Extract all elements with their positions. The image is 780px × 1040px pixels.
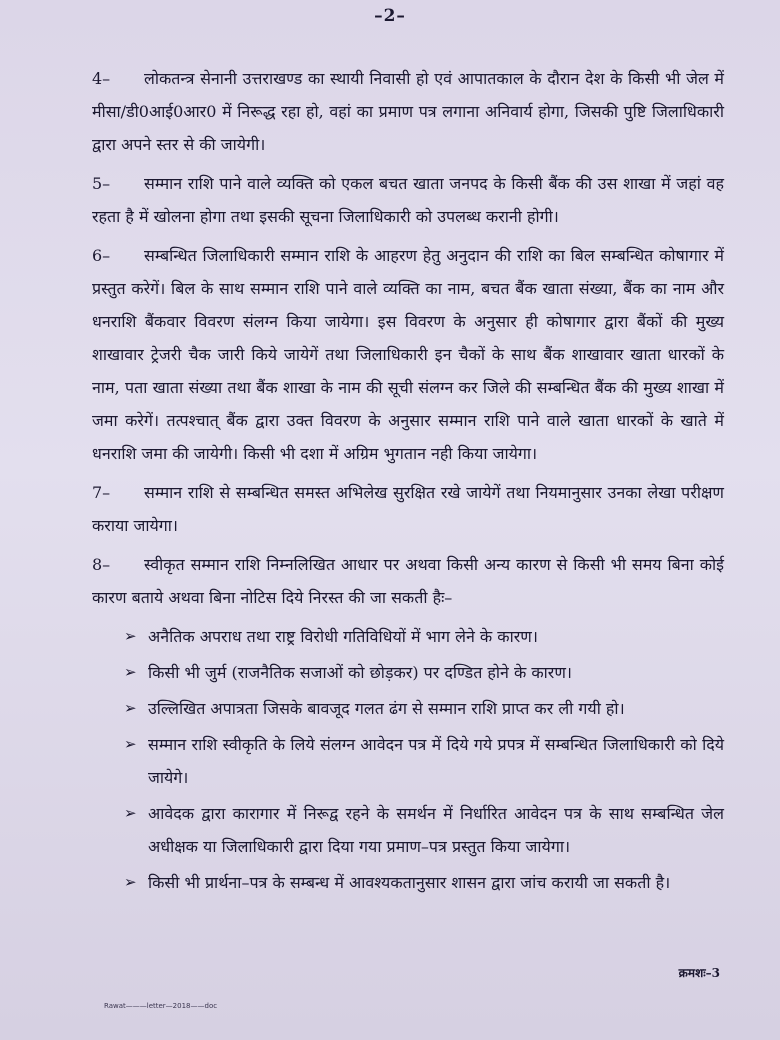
paragraph-5 <box>92 167 724 233</box>
paragraph-number: 7– <box>92 483 111 502</box>
bullet-item <box>124 728 724 794</box>
bullet-item <box>124 797 724 863</box>
document-body <box>92 62 724 902</box>
bullet-text: किसी भी जुर्म (राजनैतिक सजाओं को छोड़कर) पर दण्डित होने के कारण। <box>148 663 572 682</box>
footer-file-reference: Rawat———letter—2018——doc <box>104 1002 218 1010</box>
page-number: –2– <box>374 6 406 26</box>
bullet-list <box>92 620 724 899</box>
arrow-bullet-icon: ➢ <box>124 663 137 681</box>
paragraph-8 <box>92 548 724 614</box>
paragraph-number: 6– <box>92 246 111 265</box>
paragraph-number: 5– <box>92 174 111 193</box>
paragraph-list <box>92 62 724 614</box>
paragraph-text: सम्मान राशि पाने वाले व्यक्ति को एकल बचत खाता जनपद के किसी बैंक की उस शाखा में जहां वह रहता है में खोलना होगा तथा इसकी सूचना जिलाधिकारी को उपलब्ध करानी होगी। <box>92 174 724 226</box>
paragraph-7 <box>92 476 724 542</box>
bullet-item <box>124 692 724 725</box>
arrow-bullet-icon: ➢ <box>124 804 137 822</box>
paragraph-6 <box>92 239 724 470</box>
bullet-item <box>124 620 724 653</box>
paragraph-4 <box>92 62 724 161</box>
paragraph-number: 4– <box>92 69 111 88</box>
paragraph-text: लोकतन्त्र सेनानी उत्तराखण्ड का स्थायी निवासी हो एवं आपातकाल के दौरान देश के किसी भी जेल में मीसा/डी0आई0आर0 में निरूद्ध रहा हो, वहां का प्रमाण पत्र लगाना अनिवार्य होगा, जिसकी पुष्टि जिलाधिकारी द्वारा अपने स्तर से की जायेगी। <box>92 69 724 154</box>
continuation-note: क्रमशः–3 <box>678 966 720 980</box>
arrow-bullet-icon: ➢ <box>124 699 137 717</box>
bullet-text: आवेदक द्वारा कारागार में निरूद्व रहने के समर्थन में निर्धारित आवेदन पत्र के साथ सम्बन्धित जेल अधीक्षक या जिलाधिकारी द्वारा दिया गया प्रमाण–पत्र प्रस्तुत किया जायेगा। <box>148 804 724 856</box>
arrow-bullet-icon: ➢ <box>124 627 137 645</box>
arrow-bullet-icon: ➢ <box>124 873 137 891</box>
paragraph-text: स्वीकृत सम्मान राशि निम्नलिखित आधार पर अथवा किसी अन्य कारण से किसी भी समय बिना कोई कारण बताये अथवा बिना नोटिस दिये निरस्त की जा सकती हैः– <box>92 555 724 607</box>
paragraph-text: सम्मान राशि से सम्बन्धित समस्त अभिलेख सुरक्षित रखे जायेगें तथा नियमानुसार उनका लेखा परीक्षण कराया जायेगा। <box>92 483 724 535</box>
bullet-item <box>124 656 724 689</box>
bullet-text: सम्मान राशि स्वीकृति के लिये संलग्न आवेदन पत्र में दिये गये प्रपत्र में सम्बन्धित जिलाधिकारी को दिये जायेगे। <box>148 735 724 787</box>
bullet-text: अनैतिक अपराध तथा राष्ट्र विरोधी गतिविधियों में भाग लेने के कारण। <box>148 627 538 646</box>
bullet-text: उल्लिखित अपात्रता जिसके बावजूद गलत ढंग से सम्मान राशि प्राप्त कर ली गयी हो। <box>148 699 625 718</box>
bullet-text: किसी भी प्रार्थना–पत्र के सम्बन्ध में आवश्यकतानुसार शासन द्वारा जांच करायी जा सकती है। <box>148 873 671 892</box>
paragraph-text: सम्बन्धित जिलाधिकारी सम्मान राशि के आहरण हेतु अनुदान की राशि का बिल सम्बन्धित कोषागार में प्रस्तुत करेगें। बिल के साथ सम्मान राशि पाने वाले व्यक्ति का नाम, बचत बैंक खाता संख्या, बैंक का नाम और धनराशि बैंकवार विवरण संलग्न किया जायेगा। इस विवरण के अनुसार ही कोषागार द्वारा बैंकों की मुख्य शाखावार ट्रेजरी चैक जारी किये जायेगें तथा जिलाधिकारी इन चैकों के साथ बैंक शाखावार खाता धारकों के नाम, पता खाता संख्या तथा बैंक शाखा के नाम की सूची संलग्न कर जिले की सम्बन्धित बैंक की मुख्य शाखा में जमा करेगें। तत्पश्चात् बैंक द्वारा उक्त विवरण के अनुसार सम्मान राशि पाने वाले खाता धारकों के खाते में धनराशि जमा की जायेगी। किसी भी दशा में अग्रिम भुगतान नही किया जायेगा। <box>92 246 724 463</box>
bullet-item <box>124 866 724 899</box>
arrow-bullet-icon: ➢ <box>124 735 137 753</box>
paragraph-number: 8– <box>92 555 111 574</box>
